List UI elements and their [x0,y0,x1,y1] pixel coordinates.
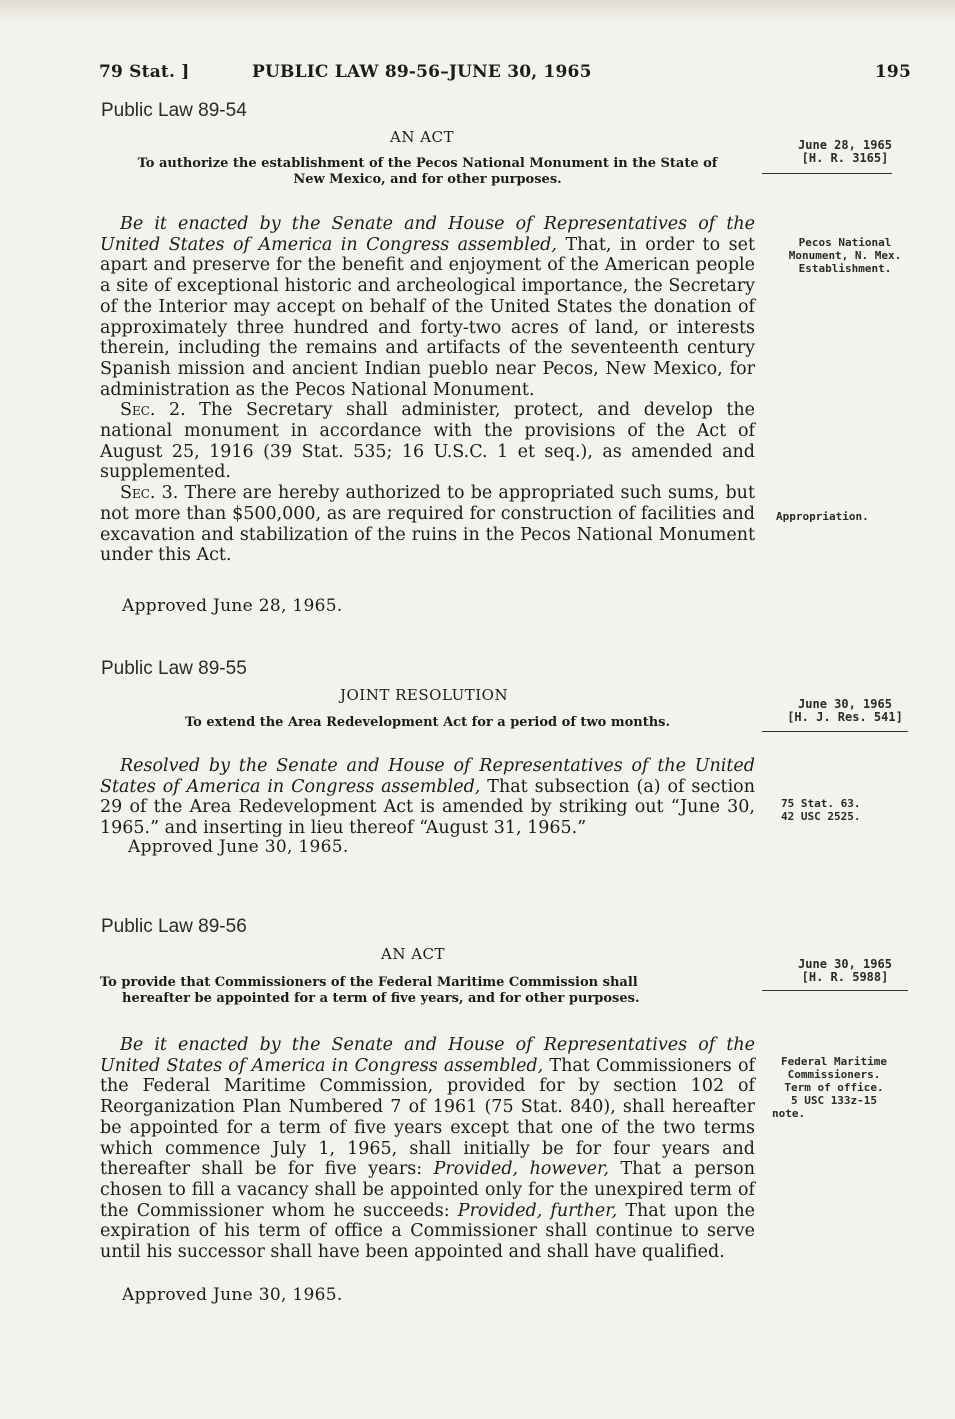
law-89-54-margin-note [770,236,920,275]
section-1: That, in order to set apart and preserve for the benefit and enjoyment of the American people a site of exceptional historic and archeological importance, the Secretary of the Interior may accept on behalf of the United States the donation of approximately three hundred and forty-two acres of land, or interests therein, including the remains and artifacts of the seventeenth century Spanish mission and ancient Indian pueblo near Pecos, New Mexico, for administration as the Pecos National Monument. [100,234,755,400]
law-89-56-margin-date [770,958,920,984]
body-text-a: That Commissioners of the Federal Maritime Commission, provided for by section 102 of Reorganization Plan Numbered 7 of 1961 (75 Stat. 840), shall hereafter be appointed for a term of five years except that one of the two terms which commence July 1, 1965, shall initially be for four years and thereafter shall be for five years: [100,1055,755,1180]
law-89-54-act-type: AN ACT [390,128,455,146]
law-89-55-margin-date [770,698,920,724]
margin-note-line: Establishment. [798,262,892,275]
margin-note-line: Pecos National [798,236,892,249]
law-89-54-approved: Approved June 28, 1965. [122,596,343,616]
law-89-55-approved: Approved June 30, 1965. [128,837,349,857]
margin-bill: [H. R. 5988] [801,970,889,984]
purpose-line-2: hereafter be appointed for a term of five years, and for other purposes. [122,991,640,1006]
margin-note-line: 42 USC 2525. [781,810,861,823]
section-3-label: Sec. 3. [120,483,179,504]
law-89-56-margin-note [770,1055,898,1120]
proviso-1: Provided, however, [433,1159,609,1180]
law-89-54-margin-date [770,139,920,165]
law-89-54-appropriation-note: Appropriation. [776,510,869,523]
resolution-text: That subsection (a) of section 29 of the Area Redevelopment Act is amended by striking out “June 30, 1965.” and inserting in lieu thereof “August 31, 1965.” [100,776,755,839]
body-text-b: That a person chosen to fill a vacancy shall be appointed only for the unexpired term of the Commissioner whom he succeeds: [100,1159,755,1221]
margin-note-line: Commissioners. [787,1068,881,1081]
header-title: PUBLIC LAW 89-56–JUNE 30, 1965 [252,62,592,82]
purpose-line-2: New Mexico, and for other purposes. [293,172,562,187]
law-89-55-purpose [100,715,755,731]
margin-note-line: Federal Maritime [781,1055,887,1068]
margin-rule [762,731,908,732]
law-89-55-label: Public Law 89-55 [101,658,247,679]
margin-rule [762,990,908,991]
margin-note-line: Monument, N. Mex. [788,249,902,262]
margin-date: June 30, 1965 [798,697,892,711]
page-shadow [0,0,955,22]
page-number: 195 [874,62,911,82]
proviso-2: Provided, further, [457,1200,618,1221]
enacting-clause: Be it enacted by the Senate and House of Representatives of the United States of America in Congress assembled, [100,1035,755,1076]
margin-bill: [H. R. 3165] [801,151,889,165]
law-89-55-act-type: JOINT RESOLUTION [340,686,509,704]
law-89-56-body [100,1035,755,1263]
section-3: There are hereby authorized to be appropriated such sums, but not more than $500,000, as are required for construction of facilities and excavation and stabilization of the ruins in the Pecos National Monument under this Act. [100,483,755,566]
enacting-clause: Be it enacted by the Senate and House of Representatives of the United States of America in Congress assembled, [100,214,755,255]
law-89-54-body [100,214,755,566]
law-89-56-act-type: AN ACT [381,945,446,963]
margin-note-line: 5 USC 133z-15 [790,1094,878,1107]
margin-date: June 30, 1965 [798,957,892,971]
purpose-line-1: To authorize the establishment of the Pecos National Monument in the State of [137,156,718,171]
margin-note-line: note. [772,1107,806,1120]
law-89-56-purpose [100,975,755,1007]
resolving-clause: Resolved by the Senate and House of Representatives of the United States of America in Congress assembled, [100,756,755,797]
section-2-label: Sec. 2. [120,400,186,421]
law-89-54-label: Public Law 89-54 [101,100,247,121]
header-stat: 79 Stat. ] [99,62,190,82]
law-89-56-label: Public Law 89-56 [101,916,247,937]
law-89-56-approved: Approved June 30, 1965. [122,1285,343,1305]
purpose-line-1: To extend the Area Redevelopment Act for a period of two months. [184,715,671,730]
purpose-line-1: To provide that Commissioners of the Federal Maritime Commission shall [100,975,638,990]
section-2: The Secretary shall administer, protect, and develop the national monument in accordance with the provisions of the Act of August 25, 1916 (39 Stat. 535; 16 U.S.C. 1 et seq.), as amended and supplemented. [100,400,755,483]
margin-note-line: 75 Stat. 63. [781,797,861,810]
law-89-55-body [100,756,755,839]
body-text-c: That upon the expiration of his term of office a Commissioner shall continue to serve until his successor shall have been appointed and shall have qualified. [100,1200,755,1263]
margin-note-line: Term of office. [784,1081,884,1094]
margin-date: June 28, 1965 [798,138,892,152]
law-89-55-margin-note [781,797,931,823]
margin-rule [762,173,892,174]
law-89-54-purpose [100,156,755,188]
margin-bill: [H. J. Res. 541] [787,710,903,724]
